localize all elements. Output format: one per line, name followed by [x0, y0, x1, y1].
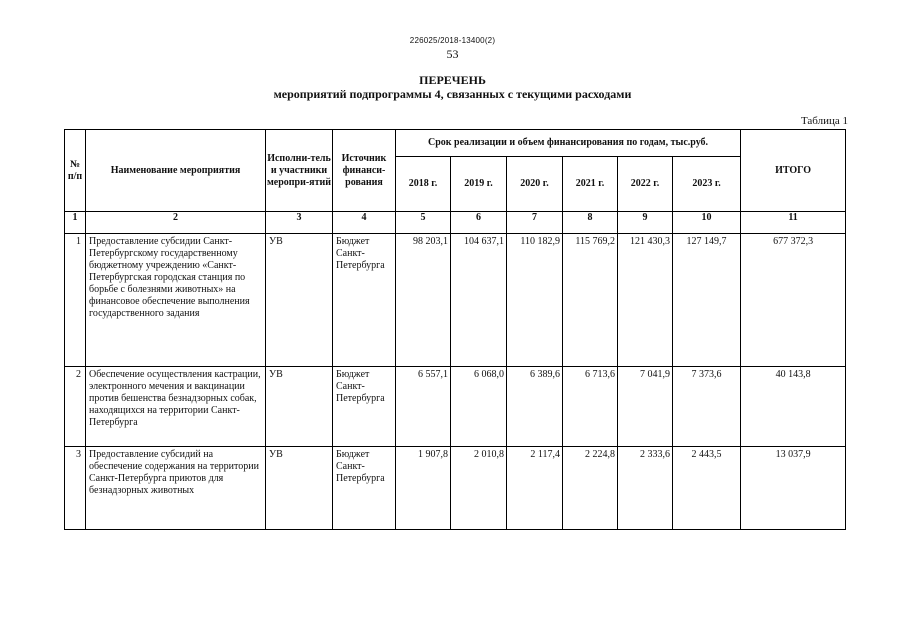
header-year: 2018 г.	[396, 157, 451, 212]
column-number: 2	[86, 212, 266, 234]
table-row	[65, 447, 846, 530]
document-id: 226025/2018-13400(2)	[409, 36, 496, 45]
row-executor: УВ	[266, 234, 333, 367]
header-num: № п/п	[65, 130, 86, 212]
header-name: Наименование мероприятия	[86, 130, 266, 212]
header-row-top	[65, 130, 846, 157]
header-year: 2022 г.	[618, 157, 673, 212]
row-total: 13 037,9	[741, 447, 846, 530]
page-title: ПЕРЕЧЕНЬ	[419, 73, 486, 87]
row-executor: УВ	[266, 367, 333, 447]
row-total: 677 372,3	[741, 234, 846, 367]
page-subtitle: мероприятий подпрограммы 4, связанных с текущими расходами	[273, 87, 632, 101]
row-executor: УВ	[266, 447, 333, 530]
row-source: Бюджет Санкт-Петербурга	[333, 367, 396, 447]
column-number: 5	[396, 212, 451, 234]
table-label: Таблица 1	[800, 115, 848, 127]
measures-table	[64, 129, 846, 530]
page-number: 53	[446, 47, 459, 61]
row-value: 7 041,9	[618, 367, 673, 447]
column-number-row	[65, 212, 846, 234]
row-value: 6 068,0	[451, 367, 507, 447]
row-value: 110 182,9	[507, 234, 563, 367]
row-value: 2 117,4	[507, 447, 563, 530]
row-value: 1 907,8	[396, 447, 451, 530]
row-value: 2 333,6	[618, 447, 673, 530]
row-value: 6 557,1	[396, 367, 451, 447]
column-number: 8	[563, 212, 618, 234]
row-source: Бюджет Санкт-Петербурга	[333, 447, 396, 530]
row-source: Бюджет Санкт-Петербурга	[333, 234, 396, 367]
row-value: 6 389,6	[507, 367, 563, 447]
row-num: 3	[65, 447, 86, 530]
row-value: 2 443,5	[673, 447, 741, 530]
column-number: 1	[65, 212, 86, 234]
header-year: 2019 г.	[451, 157, 507, 212]
row-total: 40 143,8	[741, 367, 846, 447]
row-value: 121 430,3	[618, 234, 673, 367]
row-value: 98 203,1	[396, 234, 451, 367]
table-row	[65, 367, 846, 447]
table-row	[65, 234, 846, 367]
row-value: 2 224,8	[563, 447, 618, 530]
column-number: 9	[618, 212, 673, 234]
header-year: 2023 г.	[673, 157, 741, 212]
column-number: 4	[333, 212, 396, 234]
row-value: 127 149,7	[673, 234, 741, 367]
row-name: Предоставление субсидии Санкт-Петербургскому государственному бюджетному учреждению «Санкт-Петербургская городская станция по борьбе с болезнями животных» на финансовое обеспечение выполнения государственного задания	[86, 234, 266, 367]
header-year: 2021 г.	[563, 157, 618, 212]
column-number: 11	[741, 212, 846, 234]
row-value: 7 373,6	[673, 367, 741, 447]
header-period: Срок реализации и объем финансирования по годам, тыс.руб.	[396, 130, 741, 157]
column-number: 3	[266, 212, 333, 234]
row-name: Предоставление субсидий на обеспечение содержания на территории Санкт-Петербурга приютов для безнадзорных животных	[86, 447, 266, 530]
row-value: 115 769,2	[563, 234, 618, 367]
header-source: Источник финанси-рования	[333, 130, 396, 212]
row-value: 2 010,8	[451, 447, 507, 530]
row-name: Обеспечение осуществления кастрации, электронного мечения и вакцинации против бешенства безнадзорных собак, находящихся на территории Санкт-Петербурга	[86, 367, 266, 447]
row-value: 6 713,6	[563, 367, 618, 447]
header-executor: Исполни-тель и участники меропри-ятий	[266, 130, 333, 212]
header-year: 2020 г.	[507, 157, 563, 212]
column-number: 10	[673, 212, 741, 234]
row-value: 104 637,1	[451, 234, 507, 367]
column-number: 7	[507, 212, 563, 234]
column-number: 6	[451, 212, 507, 234]
header-total: ИТОГО	[741, 130, 846, 212]
row-num: 2	[65, 367, 86, 447]
row-num: 1	[65, 234, 86, 367]
